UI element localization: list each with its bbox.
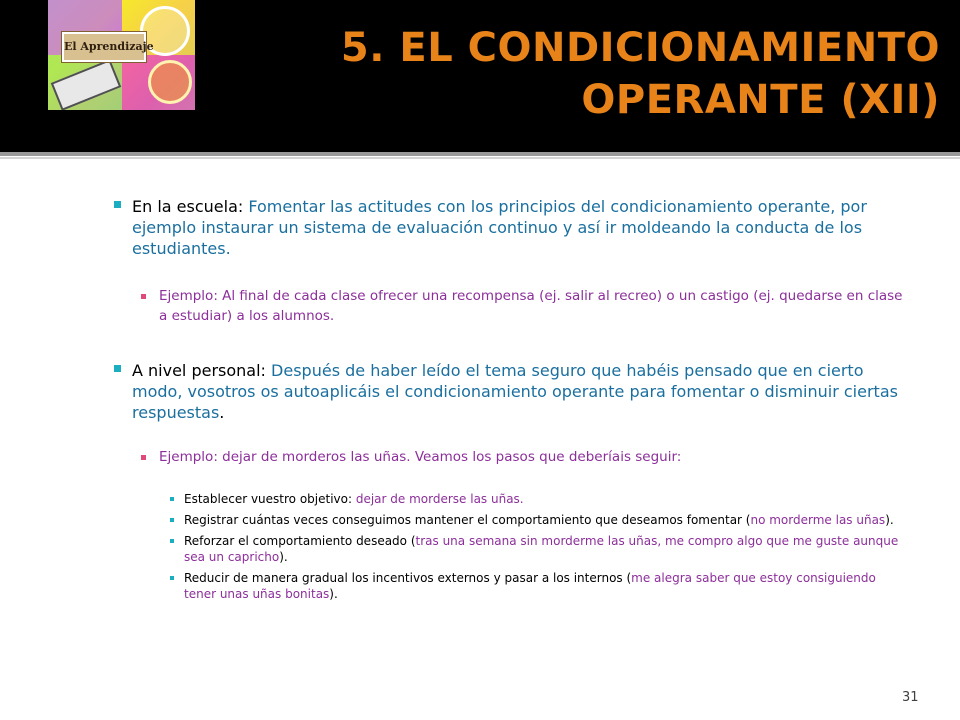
square-bullet-icon [170,497,174,501]
square-bullet-icon [170,518,174,522]
logo-label: El Aprendizaje [62,32,146,62]
square-bullet-icon [114,365,121,372]
step-highlight: no morderme las uñas [750,513,886,527]
example-text: Ejemplo: dejar de morderos las uñas. Veamos los pasos que deberíais seguir: [159,449,682,465]
item-label: En la escuela: [132,197,244,216]
step-text: Establecer vuestro objetivo: [184,492,356,506]
step-end: ). [279,550,288,564]
bullet-item-personal [114,360,904,423]
item-text: Después de haber leído el tema seguro que habéis pensado que en cierto modo, vosotros os autoaplicáis el condicionamiento operante para fomentar o disminuir ciertas respuestas [132,361,898,422]
bullet-item-escuela [114,196,904,259]
slide-title [220,22,940,126]
sub-bullet-example [114,286,904,326]
step-text: Reforzar el comportamiento deseado ( [184,534,416,548]
step-highlight: tras una semana sin morderme las uñas, me compro algo que me guste aunque sea un capricho [184,534,899,564]
step-end: ). [329,587,338,601]
item-text: Fomentar las actitudes con los principios del condicionamiento operante, por ejemplo instaurar un sistema de evaluación continuo y así ir moldeando la conducta de los estudiantes. [132,197,867,258]
item-label: A nivel personal: [132,361,266,380]
page-number: 31 [902,690,919,705]
square-bullet-icon [141,294,146,299]
item-text-end: . [219,403,225,422]
step-item [114,570,904,602]
step-text: Registrar cuántas veces conseguimos mantener el comportamiento que deseamos fomentar ( [184,513,751,527]
step-highlight: dejar de morderse las uñas. [355,492,524,506]
step-item [114,533,904,565]
header-divider [0,152,960,156]
header-divider-light [0,157,960,159]
square-bullet-icon [170,539,174,543]
step-text: Reducir de manera gradual los incentivos externos y pasar a los internos ( [184,571,632,585]
step-item [114,512,904,528]
example-text: Ejemplo: Al final de cada clase ofrecer una recompensa (ej. salir al recreo) o un castigo (ej. quedarse en clase a estudiar) a los alumnos. [159,288,903,324]
slide-header [0,0,960,152]
slide-title-line1: 5. EL CONDICIONAMIENTO [340,25,940,71]
step-end: ). [885,513,894,527]
clock-icon [148,60,192,104]
sub-bullet-example [114,447,904,467]
step-item [114,491,904,507]
square-bullet-icon [170,576,174,580]
square-bullet-icon [141,455,146,460]
square-bullet-icon [114,201,121,208]
aprendizaje-logo-image [48,0,195,110]
step-highlight: me alegra saber que estoy consiguiendo tener unas uñas bonitas [184,571,876,601]
slide-body [114,196,904,602]
slide-title-line2: OPERANTE (XII) [581,77,940,123]
